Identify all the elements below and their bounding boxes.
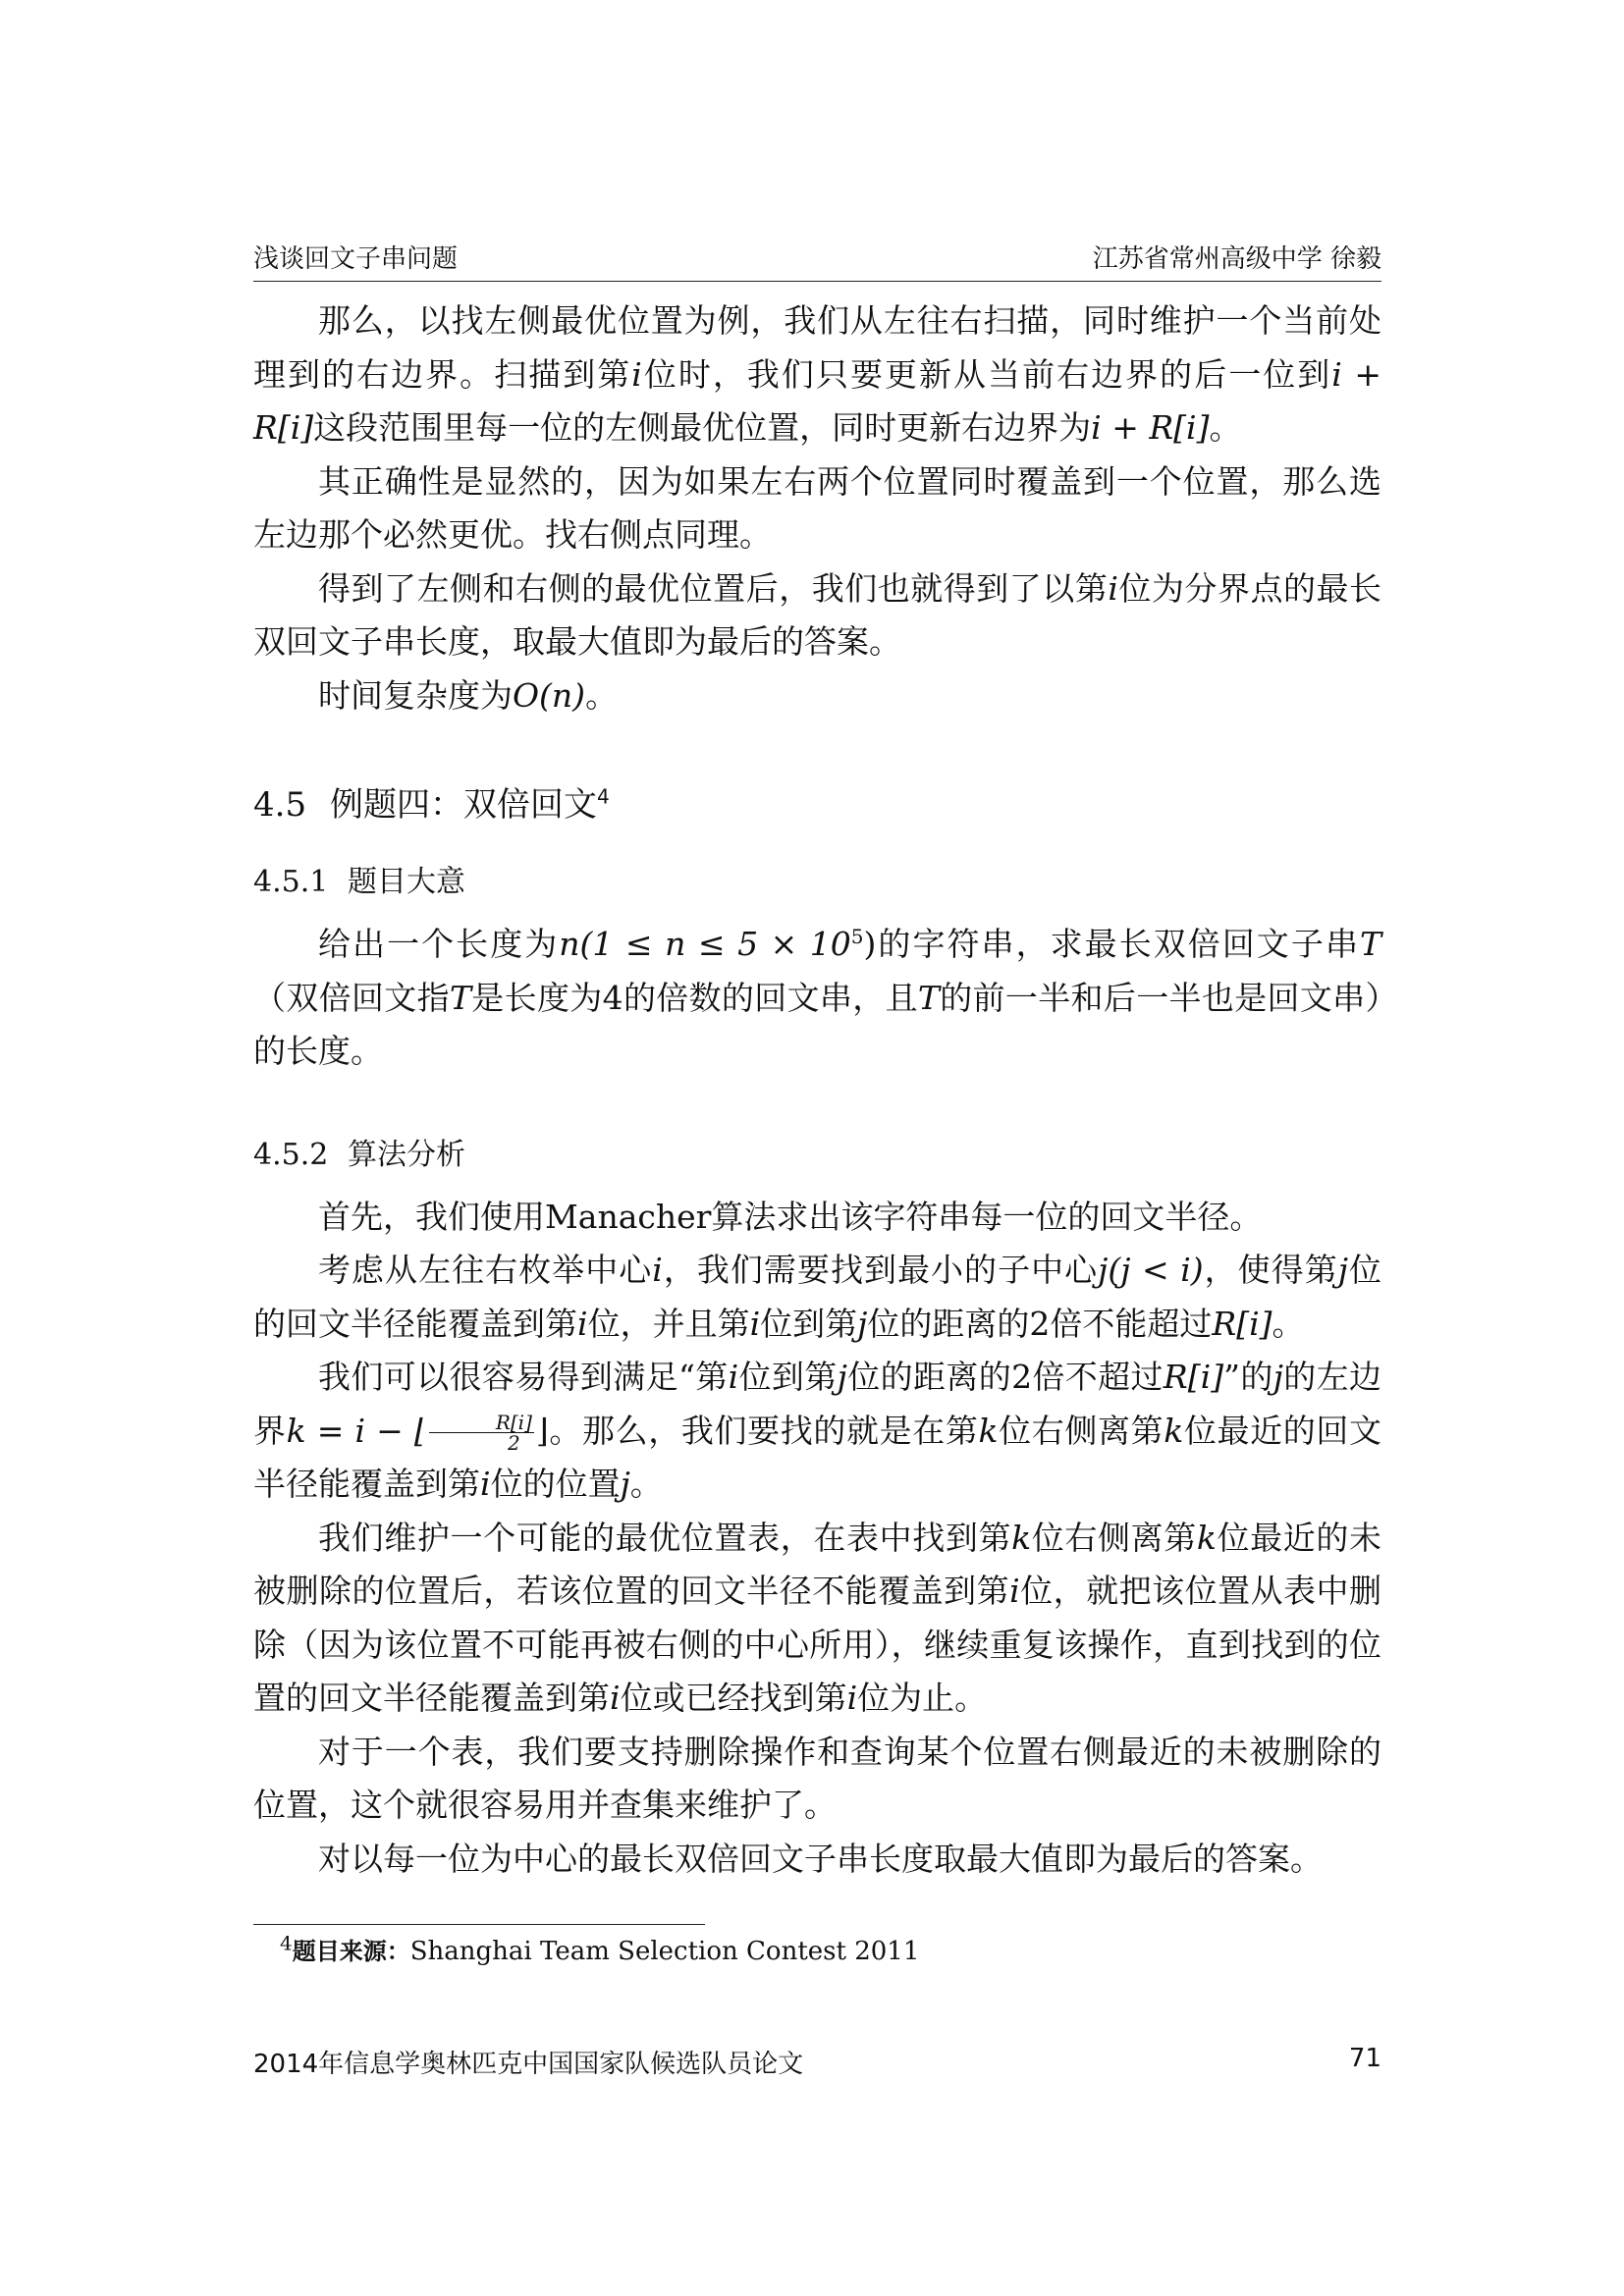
section-title: 例题四：双倍回文 <box>330 785 597 825</box>
footnote-text: Shanghai Team Selection Contest 2011 <box>409 1937 920 1966</box>
running-header <box>253 236 1381 275</box>
header-author: 江苏省常州高级中学 徐毅 <box>1092 244 1381 274</box>
paragraph: 首先，我们使用Manacher算法求出该字符串每一位的回文半径。 <box>318 1197 1263 1236</box>
paragraph: 我们维护一个可能的最优位置表，在表中找到第k位右侧离第k位最近的未被删除的位置后，若该位置的回文半径不能覆盖到第i位，就把该位置从表中删除（因为该位置不可能再被右侧的中心所用），继续重复该操作，直到找到的位置的回文半径能覆盖到第i位或已经找到第i位为止。 <box>253 1518 1382 1717</box>
footnote-label: 题目来源： <box>292 1938 410 1965</box>
running-footer <box>253 2044 1381 2080</box>
page-number: 71 <box>1348 2044 1381 2073</box>
footnote <box>280 1932 919 1966</box>
paragraph: 其正确性是显然的，因为如果左右两个位置同时覆盖到一个位置，那么选左边那个必然更优。找右侧点同理。 <box>253 461 1381 554</box>
math-expr: O(n) <box>513 675 586 715</box>
paragraph: 对于一个表，我们要支持删除操作和查询某个位置右侧最近的未被删除的位置，这个就很容易用并查集来维护了。 <box>253 1732 1381 1824</box>
paragraph: 时间复杂度为O(n)。 <box>318 675 619 715</box>
subsection-title: 算法分析 <box>348 1137 465 1172</box>
math-expr: j(j < i) <box>1098 1251 1204 1289</box>
subsection-heading <box>253 857 1381 900</box>
footnote-mark: 4 <box>280 1931 293 1955</box>
paragraph: 我们可以很容易得到满足“第i位到第j位的距离的2倍不超过R[i]”的j的左边界k = i − ⌊ $\frac{R[i]}{2}$ ⌋。那么，我们要找的就是在第k位右侧离第k位最近的回文半径能覆盖到第i位的位置j。 <box>253 1358 1382 1503</box>
subsection-number: 4.5.1 <box>253 865 329 899</box>
header-rule <box>253 281 1381 282</box>
math-expr: i + R[i] <box>1091 408 1210 447</box>
header-title: 浅谈回文子串问题 <box>253 244 459 274</box>
paragraph: 得到了左侧和右侧的最优位置后，我们也就得到了以第i位为分界点的最长双回文子串长度，取最大值即为最后的答案。 <box>253 568 1381 661</box>
math-expr: $n(1 \le n \le 5 \times 10^5)$ <box>559 925 877 963</box>
paragraph: 对以每一位为中心的最长双倍回文子串长度取最大值即为最后的答案。 <box>318 1839 1323 1878</box>
footnote-ref: 4 <box>597 784 610 809</box>
math-expr: k = i − ⌊ $\frac{R[i]}{2}$ ⌋ <box>286 1411 549 1455</box>
subsection-title: 题目大意 <box>348 865 465 899</box>
subsection-number: 4.5.2 <box>253 1137 329 1172</box>
footer-title: 2014年信息学奥林匹克中国国家队候选队员论文 <box>253 2050 804 2079</box>
fraction: $\frac{R[i]}{2}$ <box>429 1413 534 1453</box>
footnote-rule <box>253 1924 705 1925</box>
section-heading <box>253 777 1381 826</box>
body-text <box>253 294 1381 1886</box>
paragraph: 那么，以找左侧最优位置为例，我们从左往右扫描，同时维护一个当前处理到的右边界。扫描到第i位时，我们只要更新从当前右边界的后一位到i + R[i]这段范围里每一位的左侧最优位置，同时更新右边界为i + R[i]。 <box>253 301 1381 447</box>
math-expr: i + R[i] <box>253 354 1381 447</box>
section-number: 4.5 <box>253 785 307 825</box>
paragraph: 给出一个长度为$n(1 \le n \le 5 \times 10^5)$的字符串，求最长双倍回文子串T（双倍回文指T是长度为4的倍数的回文串，且T的前一半和后一半也是回文串）的长度。 <box>253 925 1382 1070</box>
paragraph: 考虑从左往右枚举中心i，我们需要找到最小的子中心j(j < i)，使得第j位的回文半径能覆盖到第i位，并且第i位到第j位的距离的2倍不能超过R[i]。 <box>253 1251 1382 1343</box>
subsection-heading <box>253 1130 1381 1173</box>
